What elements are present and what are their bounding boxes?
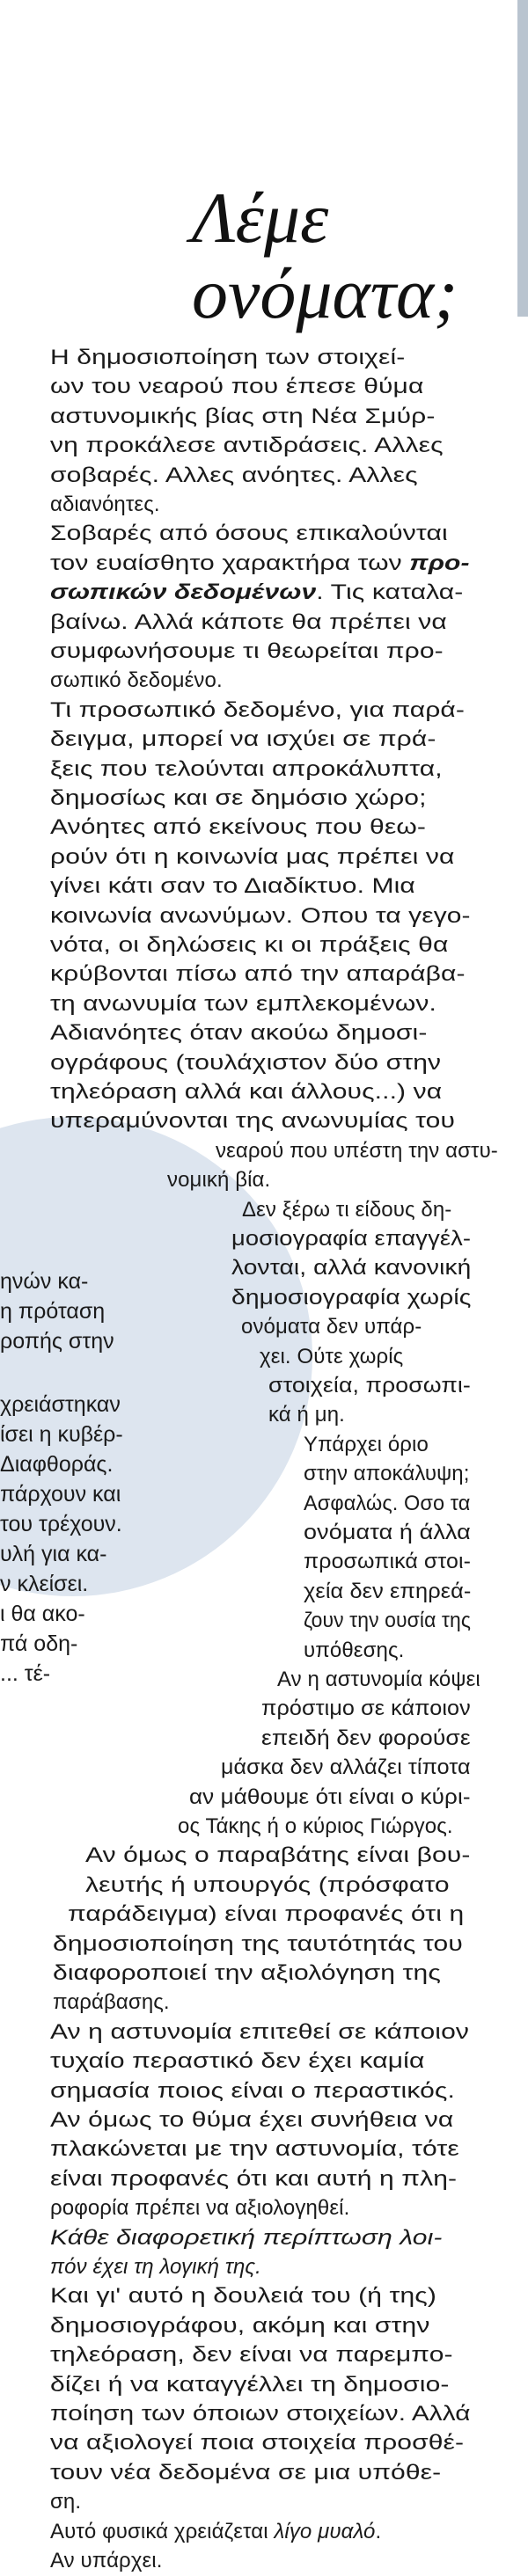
body-text: πρόστιμο σε κάποιον [261, 1697, 471, 1721]
body-text: δημοσιογραφία χωρίς [231, 1285, 472, 1310]
body-text: ος Τάκης ή ο κύριος Γιώργος. [178, 1814, 453, 1838]
body-text: αν μάθουμε ότι είναι ο κύρι- [189, 1784, 471, 1809]
body-text: είναι προφανές ότι και αυτή η πλη- [50, 2166, 458, 2191]
body-line [50, 637, 444, 667]
body-text: . Τις καταλα- [316, 580, 464, 605]
body-line [50, 402, 435, 432]
headline [192, 180, 458, 332]
body-text: Αυτό φυσικά χρειάζεται [50, 2519, 275, 2543]
body-text: προ- [409, 551, 470, 575]
body-text: στην αποκάλυψη; [304, 1462, 470, 1486]
body-line [50, 813, 426, 843]
body-text: δημοσιογράφου, ακόμη και στην [50, 2313, 430, 2338]
body-text: ονόματα δεν υπάρ- [241, 1315, 422, 1339]
body-text: ρούν ότι η κοινωνία μας πρέπει να [50, 844, 455, 869]
body-line [50, 901, 471, 931]
body-line [50, 2487, 81, 2517]
body-text: ροφορία πρέπει να αξιολογηθεί. [50, 2196, 350, 2221]
body-line [268, 1371, 471, 1401]
body-text: συμφωνήσουμε τι θεωρείται προ- [50, 639, 444, 663]
headline-line-2: ονόματα; [192, 253, 458, 333]
body-line [304, 1489, 470, 1519]
body-line [167, 1165, 270, 1195]
body-text: κοινωνία ανωνύμων. Οπου τα γεγο- [50, 903, 471, 928]
body-text: σημασία ποιος είναι ο περαστικός. [50, 2078, 455, 2103]
body-line [50, 696, 465, 726]
body-line [50, 2223, 443, 2253]
body-line [50, 2252, 261, 2282]
body-line [50, 1048, 441, 1078]
body-line [304, 1547, 471, 1577]
body-text: προσωπικά στοι- [304, 1550, 472, 1574]
body-line [50, 843, 454, 872]
body-line [304, 1636, 404, 1666]
body-line [178, 1812, 453, 1842]
body-text: Η δημοσιοποίηση των στοιχεί- [50, 346, 406, 369]
headline-line-1: Λέμε [192, 178, 329, 258]
body-text: Ανόητες από εκείνους που θεω- [50, 815, 427, 840]
body-line [231, 1283, 471, 1313]
sidebar-line: χρειάστηκαν [0, 1392, 121, 1417]
body-line [50, 930, 448, 960]
article-body [0, 343, 528, 2572]
body-text: Αν όμως το θύμα έχει συνήθεια να [50, 2108, 454, 2132]
body-line [50, 578, 463, 608]
sidebar-line: Διαφθοράς. [0, 1452, 114, 1477]
body-text: Ασφαλώς. Οσο τα [304, 1491, 471, 1515]
body-text: πλακώνεται με την αστυνομία, τότε [50, 2137, 459, 2162]
body-line [50, 608, 447, 638]
body-text: Υπάρχει όριο [304, 1432, 429, 1456]
body-line [261, 1724, 471, 1754]
body-line [189, 1783, 471, 1813]
body-text: τουν νέα δεδομένα σε μια υπόθε- [50, 2460, 442, 2485]
body-text: δίζει ή να καταγγέλλει τη δημοσιο- [50, 2372, 450, 2397]
body-line [50, 2311, 429, 2341]
body-text: τηλεόραση, δεν είναι να παρεμπο- [50, 2343, 453, 2368]
body-line [50, 2281, 436, 2311]
body-line [50, 2458, 441, 2488]
body-line [50, 2517, 381, 2547]
body-text: ση. [50, 2490, 82, 2514]
body-text: ζουν την ουσία της [304, 1609, 472, 1633]
body-text: μοσιογραφία επαγγέλ- [231, 1227, 472, 1251]
body-text: ων του νεαρού που έπεσε θύμα [50, 375, 424, 399]
body-text: γίνει κάτι σαν το Διαδίκτυο. Μια [50, 874, 415, 899]
body-text: νότα, οι δηλώσεις κι οι πράξεις θα [50, 933, 449, 957]
body-text: παράδειγμα) είναι προφανές ότι η [68, 1902, 465, 1927]
body-text: Κάθε διαφορετική περίπτωση λοι- [50, 2225, 443, 2250]
body-line [53, 1988, 170, 2018]
body-text: Τι προσωπικό δεδομένο, για παρά- [50, 697, 466, 722]
body-line [304, 1430, 429, 1460]
body-text: σοβαρές. Αλλες ανόητες. Αλλες [50, 463, 418, 487]
body-text: να αξιολογεί ποια στοιχεία προσθέ- [50, 2431, 465, 2456]
body-text: παράβασης. [53, 1990, 170, 2015]
body-line [50, 2164, 457, 2194]
body-line [50, 960, 466, 989]
body-line [50, 2428, 464, 2458]
body-text: ποίηση των όποιων στοιχείων. Αλλά [50, 2402, 471, 2426]
body-text: νεαρού που υπέστη την αστυ- [216, 1138, 498, 1163]
body-line [50, 755, 443, 784]
sidebar-line: η πρόταση [0, 1299, 106, 1324]
sidebar-line: ... τέ- [0, 1661, 51, 1686]
body-text: . [375, 2519, 382, 2543]
sidebar-line: του τρέχουν. [0, 1512, 122, 1536]
sidebar-line: πά οδη- [0, 1631, 78, 1656]
body-text: ογράφους (τουλάχιστον δύο στην [50, 1050, 442, 1075]
body-line [304, 1518, 471, 1548]
body-line [50, 2340, 453, 2370]
body-line [50, 431, 444, 461]
body-text: σωπικών δεδομένων [50, 580, 317, 605]
body-text: τη ανωνυμία των εμπλεκομένων. [50, 991, 436, 1016]
body-text: Αν όμως ο παραβάτης είναι βου- [85, 1843, 471, 1868]
body-text: δημοσίως και σε δημόσιο χώρο; [50, 786, 427, 810]
body-text: πόν έχει τη λογική της. [50, 2255, 261, 2279]
body-text: αστυνομικής βίας στη Νέα Σμύρ- [50, 404, 436, 428]
body-text: υπόθεσης. [304, 1638, 405, 1662]
body-line [50, 2018, 469, 2047]
body-text: μάσκα δεν αλλάζει τίποτα [221, 1755, 471, 1780]
body-line [53, 1930, 463, 1959]
body-line [50, 1106, 455, 1136]
body-text: υπεραμύνονται της ανωνυμίας του [50, 1109, 456, 1134]
body-text: Δεν ξέρω τι είδους δη- [242, 1197, 452, 1222]
body-line [50, 1018, 427, 1048]
body-text: Αν η αστυνομία επιτεθεί σε κάποιον [50, 2019, 470, 2044]
body-text: Σοβαρές από όσους επικαλούνται [50, 522, 448, 546]
body-line [50, 2546, 163, 2576]
body-line [50, 989, 436, 1019]
body-line [304, 1606, 471, 1636]
body-text: λίγο μυαλό [274, 2519, 376, 2543]
body-text: βαίνω. Αλλά κάποτε θα πρέπει να [50, 609, 447, 634]
body-line [304, 1459, 470, 1489]
body-text: νομική βία. [167, 1168, 271, 1193]
body-line [216, 1136, 498, 1166]
body-line [50, 2399, 471, 2429]
sidebar-line: πάρχουν και [0, 1482, 121, 1507]
sidebar-line: ηνών κα- [0, 1269, 89, 1294]
body-line [50, 461, 418, 491]
body-line [221, 1753, 471, 1783]
body-line [50, 549, 470, 579]
body-text: λευτής ή υπουργός (πρόσφατο [85, 1872, 450, 1897]
body-text: δειγμα, μπορεί να ισχύει σε πρά- [50, 727, 436, 752]
body-line [231, 1224, 471, 1254]
body-line [231, 1253, 471, 1283]
body-line [53, 1959, 441, 1989]
body-text: επειδή δεν φορούσε [261, 1726, 471, 1750]
body-text: κά ή μη. [268, 1403, 345, 1427]
body-line [85, 1871, 450, 1901]
body-line [50, 2135, 459, 2164]
body-text: χει. Ούτε χωρίς [260, 1344, 404, 1368]
sidebar-line: υλή για κα- [0, 1542, 107, 1566]
body-line [50, 372, 423, 402]
body-text: αδιανόητες. [50, 493, 160, 516]
sidebar-line: ίσει η κυβέρ- [0, 1422, 123, 1447]
body-text: ξεις που τελούνται απροκάλυπτα, [50, 756, 443, 781]
column-edge-bar [517, 0, 528, 317]
body-text: Και γι' αυτό η δουλειά του (ή της) [50, 2284, 436, 2309]
body-line [50, 666, 223, 696]
body-text: δημοσιοποίηση της ταυτότητάς του [53, 1931, 463, 1956]
body-text: τον ευαίσθητο χαρακτήρα των [50, 551, 410, 575]
body-line [50, 2193, 349, 2223]
body-line [50, 784, 427, 814]
body-line [50, 2076, 455, 2106]
body-text: στοιχεία, προσωπι- [268, 1374, 471, 1397]
body-text: ονόματα ή άλλα [304, 1521, 471, 1544]
body-line [304, 1577, 471, 1607]
body-text: κρύβονται πίσω από την απαράβα- [50, 962, 466, 987]
body-line [50, 490, 160, 520]
body-text: Αδιανόητες όταν ακούω δημοσι- [50, 1021, 428, 1046]
body-text: λονται, αλλά κανονική [231, 1256, 472, 1281]
sidebar-line: ι θα ακο- [0, 1602, 85, 1626]
body-text: Αν η αστυνομία κόψει [277, 1667, 480, 1691]
body-line [50, 1077, 442, 1107]
body-text: τηλεόραση αλλά και άλλους...) να [50, 1080, 443, 1104]
body-line [50, 872, 415, 901]
body-line [261, 1694, 471, 1724]
body-line [260, 1342, 403, 1372]
body-line [268, 1400, 345, 1430]
body-line [50, 519, 448, 549]
body-text: νη προκάλεσε αντιδράσεις. Αλλες [50, 434, 444, 458]
body-line [241, 1312, 422, 1342]
body-text: Αν υπάρχει. [50, 2549, 163, 2572]
body-line [277, 1665, 480, 1695]
body-line [50, 343, 405, 373]
body-text: σωπικό δεδομένο. [50, 668, 223, 693]
body-line [50, 2105, 453, 2135]
body-line [85, 1841, 470, 1871]
body-line [50, 2370, 449, 2400]
body-text: διαφοροποιεί την αξιολόγηση της [53, 1961, 441, 1985]
body-line [50, 725, 436, 755]
body-line [68, 1900, 464, 1930]
sidebar-line: ν κλείσει. [0, 1572, 89, 1596]
body-text: τυχαίο περαστικό δεν έχει καμία [50, 2049, 425, 2074]
body-line [50, 2047, 424, 2076]
body-text: χεία δεν επηρεά- [304, 1579, 472, 1603]
sidebar-line: ροπής στην [0, 1329, 114, 1354]
body-line [242, 1195, 451, 1225]
